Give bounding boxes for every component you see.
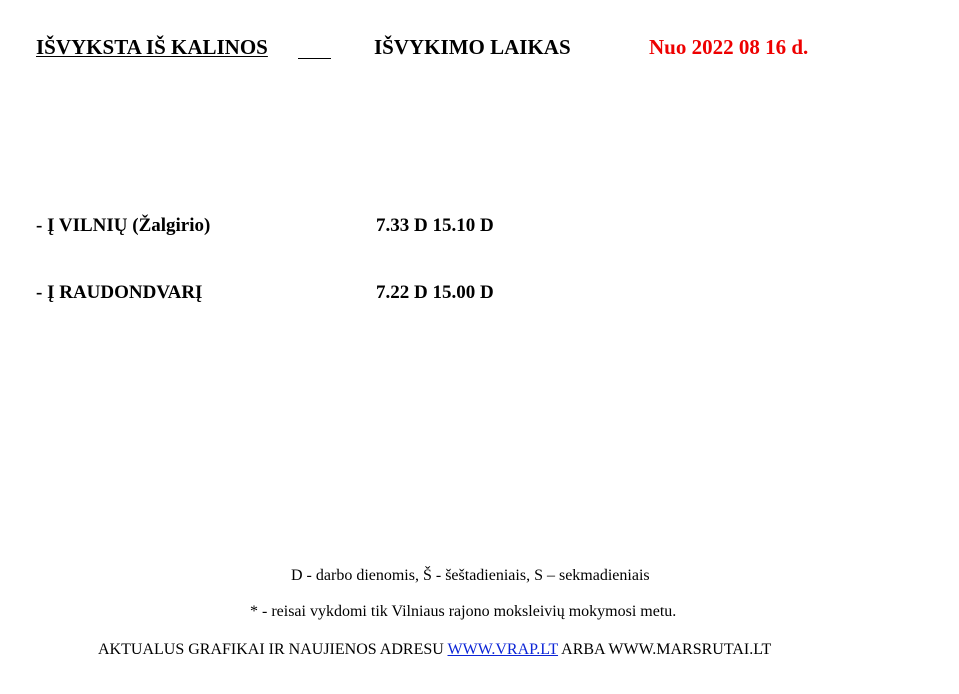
day-legend: D - darbo dienomis, Š - šeštadieniais, S – sekmadieniais [291,567,650,584]
route-destination: - Į VILNIŲ (Žalgirio) [36,215,211,236]
asterisk-note: * - reisai vykdomi tik Vilniaus rajono moksleivių mokymosi metu. [250,603,677,620]
departs-from-heading: IŠVYKSTA IŠ KALINOS [36,35,268,59]
route-times: 7.33 D 15.10 D [376,215,494,236]
vrap-link[interactable]: WWW.VRAP.LT [447,641,559,658]
footer-suffix: ARBA WWW.MARSRUTAI.LT [558,641,772,658]
route-times: 7.22 D 15.00 D [376,282,494,303]
valid-from-date: Nuo 2022 08 16 d. [649,35,809,59]
route-destination: - Į RAUDONDVARĮ [36,282,203,303]
footer-prefix: AKTUALUS GRAFIKAI IR NAUJIENOS ADRESU [98,641,448,658]
departure-time-heading: IŠVYKIMO LAIKAS [374,35,571,59]
footer-info [98,640,771,660]
heading-underline [298,58,331,59]
